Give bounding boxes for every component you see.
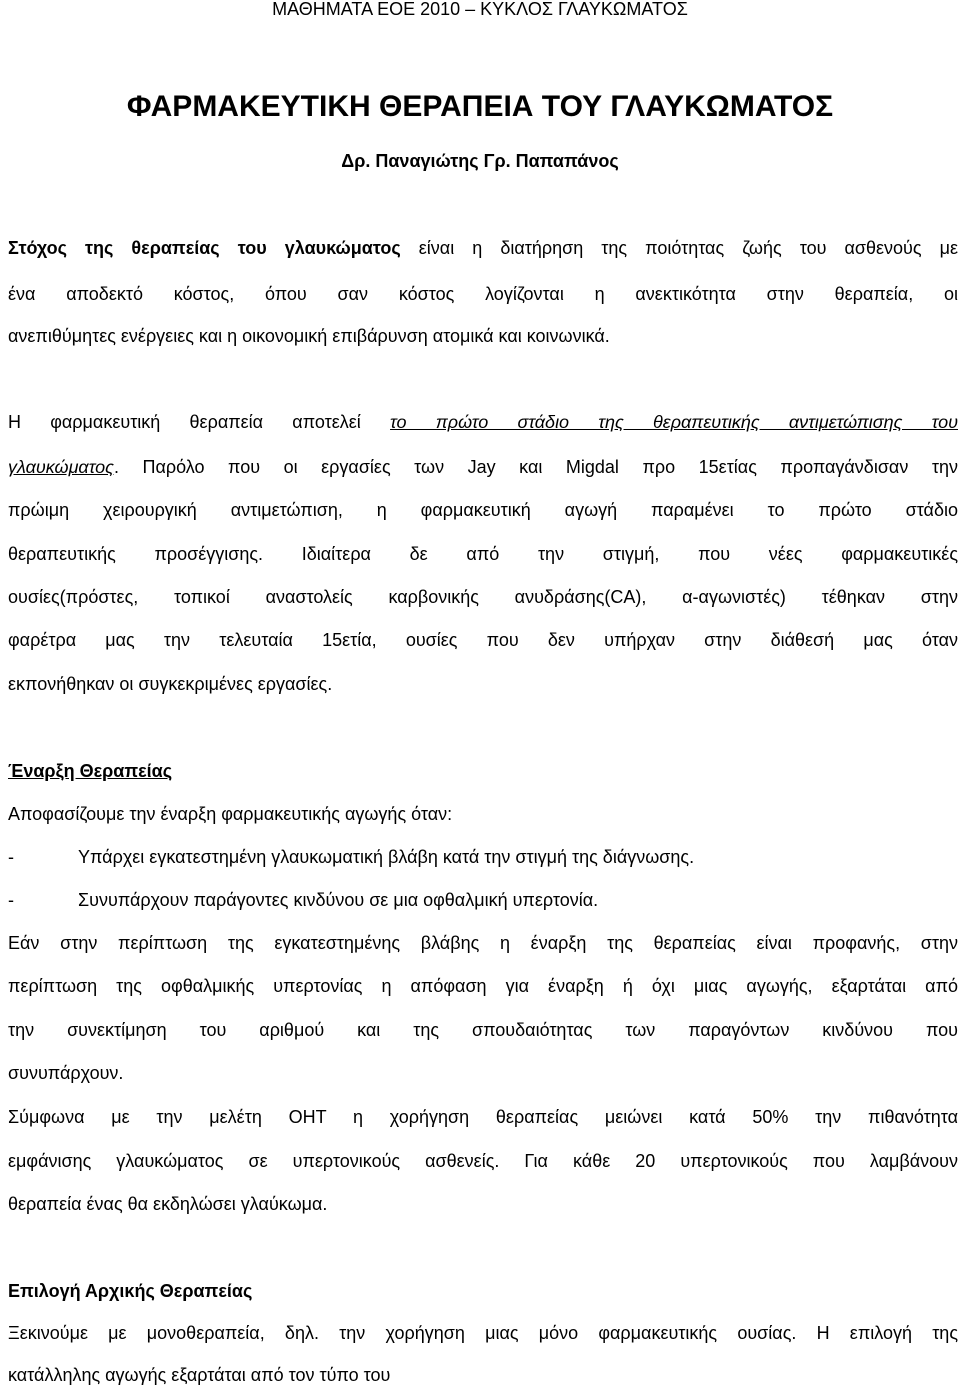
section-heading-start-therapy: Έναρξη Θεραπείας [8, 761, 173, 781]
p3-line-2: περίπτωση της οφθαλμικής υπερτονίας η απόφαση για έναρξη ή όχι μιας αγωγής, εξαρτάται από [8, 976, 958, 996]
p3-line-4: συνυπάρχουν. [8, 1063, 124, 1083]
author-line [0, 150, 960, 172]
p2-line-6: φαρέτρα μας την τελευταία 15ετία, ουσίες που δεν υπήρχαν στην διάθεσή μας όταν [8, 630, 958, 650]
p2-line-1-emph: το πρώτο στάδιο της θεραπευτικής αντιμετώπισης του [390, 412, 958, 432]
p2-line-7: εκπονήθηκαν οι συγκεκριμένες εργασίες. [8, 674, 333, 694]
author-text: Δρ. Παναγιώτης Γρ. Παπαπάνος [341, 151, 619, 171]
p4-line-1: Σύμφωνα με την μελέτη OHT η χορήγηση θεραπείας μειώνει κατά 50% την πιθανότητα [8, 1107, 958, 1127]
section1-intro: Αποφασίζουμε την έναρξη φαρμακευτικής αγωγής όταν: [8, 804, 453, 824]
p2-line-4: θεραπευτικής προσέγγισης. Ιδιαίτερα δε από την στιγμή, που νέες φαρμακευτικές [8, 544, 958, 564]
list-item-text: Υπάρχει εγκατεστημένη γλαυκωματική βλάβη κατά την στιγμή της διάγνωσης. [78, 847, 695, 867]
document-title [0, 90, 960, 124]
p1-line-1 [8, 237, 958, 259]
list-item-text: Συνυπάρχουν παράγοντες κινδύνου σε μια οφθαλμική υπερτονία. [78, 890, 599, 910]
p2-line-1-plain: Η φαρμακευτική θεραπεία αποτελεί [8, 412, 391, 432]
p4-line-3: θεραπεία ένας θα εκδηλώσει γλαύκωμα. [8, 1194, 328, 1214]
s2-line-1: Ξεκινούμε με μονοθεραπεία, δηλ. την χορήγηση μιας μόνο φαρμακευτικής ουσίας. Η επιλογή της [8, 1323, 958, 1343]
p2-line-2-emph: γλαυκώματος [8, 457, 114, 477]
section-heading-initial-therapy: Επιλογή Αρχικής Θεραπείας [8, 1281, 253, 1301]
running-header-text: ΜΑΘΗΜΑΤΑ ΕΟΕ 2010 – ΚΥΚΛΟΣ ΓΛΑΥΚΩΜΑΤΟΣ [272, 0, 688, 19]
p4-line-2: εμφάνισης γλαυκώματος σε υπερτονικούς ασθενείς. Για κάθε 20 υπερτονικούς που λαμβάνουν [8, 1151, 958, 1171]
p2-line-2-rest: . Παρόλο που οι εργασίες των Jay και Migdal προ 15ετίας προπαγάνδισαν την [113, 457, 958, 477]
bullet-dash: - [8, 847, 14, 867]
p3-line-1: Εάν στην περίπτωση της εγκατεστημένης βλάβης η έναρξη της θεραπείας είναι προφανής, στην [8, 933, 958, 953]
p3-line-3: την συνεκτίμηση του αριθμού και της σπουδαιότητας των παραγόντων κινδύνου που [8, 1020, 958, 1040]
running-header [0, 0, 960, 20]
bullet-dash: - [8, 890, 14, 910]
s2-line-2: κατάλληλης αγωγής εξαρτάται από τον τύπο του [8, 1365, 391, 1385]
p2-line-2 [8, 456, 958, 478]
p2-line-3: πρώιμη χειρουργική αντιμετώπιση, η φαρμακευτική αγωγή παραμένει το πρώτο στάδιο [8, 500, 958, 520]
p2-line-1 [8, 411, 958, 433]
document-title-text: ΦΑΡΜΑΚΕΥΤΙΚΗ ΘΕΡΑΠΕΙΑ ΤΟΥ ΓΛΑΥΚΩΜΑΤΟΣ [126, 90, 834, 123]
p2-line-5: ουσίες(πρόστες, τοπικοί αναστολείς καρβονικής ανυδράσης(CA), α-αγωνιστές) τέθηκαν στην [8, 587, 958, 607]
p1-bold-lead: Στόχος της θεραπείας του γλαυκώματος [8, 238, 401, 258]
p1-line-1-rest: είναι η διατήρηση της ποιότητας ζωής του ασθενούς με [400, 238, 959, 258]
p1-line-3: ανεπιθύμητες ενέργειες και η οικονομική επιβάρυνση ατομικά και κοινωνικά. [8, 326, 610, 346]
p1-line-2: ένα αποδεκτό κόστος, όπου σαν κόστος λογίζονται η ανεκτικότητα στην θεραπεία, οι [8, 284, 958, 304]
